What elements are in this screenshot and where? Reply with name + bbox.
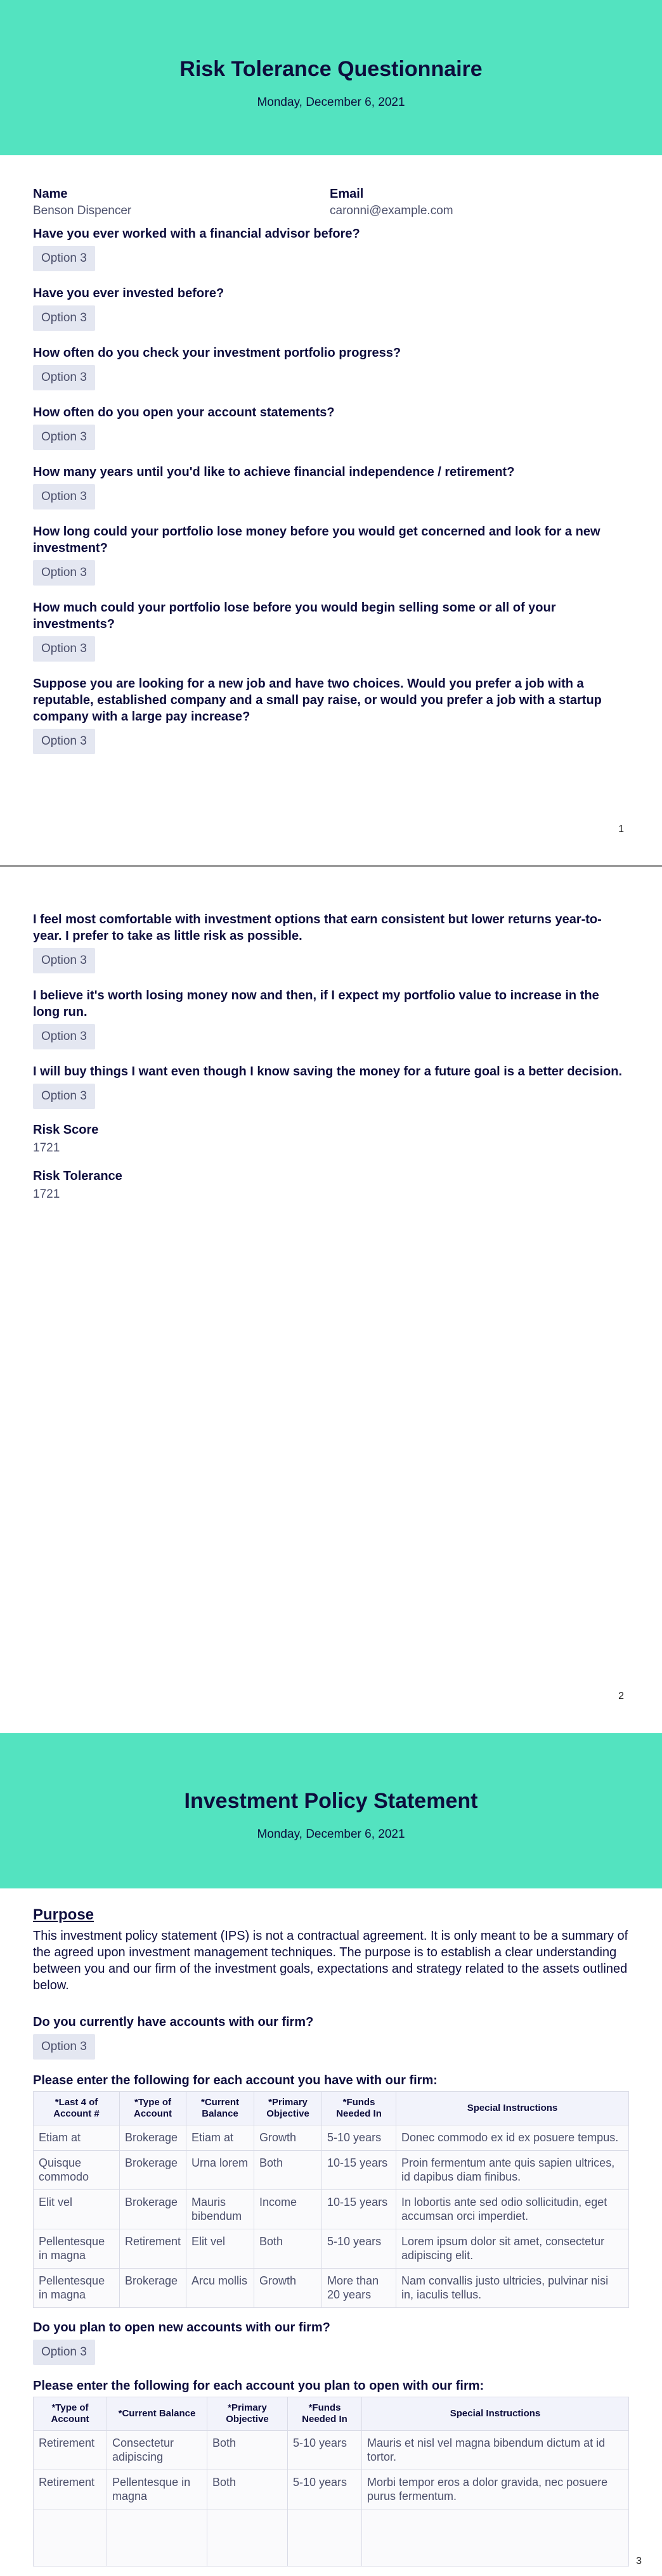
table-cell: Brokerage [120, 2125, 186, 2151]
question-text: I feel most comfortable with investment options that earn consistent but lower returns year-to-year. I prefer to take as little risk as possible. [33, 913, 602, 943]
table-row [34, 2229, 629, 2268]
risk-score-field [33, 1123, 629, 1155]
questions-list [33, 911, 629, 1109]
question-text: Suppose you are looking for a new job and have two choices. Would you prefer a job with a reputable, established company and a small pay raise, or would you prefer a job with a startup company with a large pay increase? [33, 677, 602, 724]
table-cell: In lobortis ante sed odio sollicitudin, eget accumsan orci imperdiet. [396, 2189, 629, 2229]
table-cell: Nam convallis justo ultricies, pulvinar nisi in, iaculis tellus. [396, 2268, 629, 2307]
table-cell: 10-15 years [322, 2189, 396, 2229]
table-row [34, 2470, 629, 2509]
table-cell [362, 2509, 629, 2566]
table-cell: Etiam at [34, 2125, 120, 2151]
ips-title: Investment Policy Statement [184, 1789, 478, 1813]
column-header: *Type of Account [34, 2397, 107, 2430]
page-number: 3 [636, 2556, 642, 2566]
table-cell: 5-10 years [322, 2229, 396, 2268]
question-text: How often do you check your investment portfolio progress? [33, 346, 401, 360]
question-block [33, 523, 629, 586]
answer-pill: Option 3 [33, 484, 95, 509]
planned-accounts-table [33, 2397, 629, 2566]
column-header: *Funds Needed In [322, 2092, 396, 2125]
question-block [33, 404, 629, 450]
table-cell [288, 2509, 362, 2566]
page-number: 2 [618, 1691, 624, 1701]
answer-pill: Option 3 [33, 305, 95, 331]
table1-heading: Please enter the following for each account you have with our firm: [33, 2073, 438, 2087]
table-cell: Morbi tempor eros a dolor gravida, nec posuere purus fermentum. [362, 2470, 629, 2509]
question-block [33, 676, 629, 754]
table-cell: Brokerage [120, 2150, 186, 2189]
question-text: Have you ever invested before? [33, 286, 224, 300]
contact-row [33, 187, 629, 218]
current-accounts-question [33, 2014, 629, 2060]
name-value: Benson Dispencer [33, 204, 132, 217]
question-block [33, 599, 629, 662]
table-row [34, 2150, 629, 2189]
page-number: 1 [618, 824, 624, 835]
table-cell: Elit vel [186, 2229, 254, 2268]
answer-pill: Option 3 [33, 636, 95, 662]
table-row [34, 2430, 629, 2470]
table-cell [107, 2509, 207, 2566]
question-text: Do you plan to open new accounts with our firm? [33, 2320, 330, 2335]
answer-pill: Option 3 [33, 365, 95, 390]
column-header: Special Instructions [362, 2397, 629, 2430]
table-cell: Pellentesque in magna [34, 2268, 120, 2307]
table-cell: Quisque commodo [34, 2150, 120, 2189]
question-block [33, 1063, 629, 1109]
table-cell: Brokerage [120, 2268, 186, 2307]
table-cell: Both [207, 2430, 288, 2470]
risk-score-label: Risk Score [33, 1123, 99, 1137]
question-text: How much could your portfolio lose before you would begin selling some or all of your investments? [33, 601, 556, 631]
column-header: *Primary Objective [207, 2397, 288, 2430]
table-cell: Growth [254, 2125, 322, 2151]
email-value: caronni@example.com [330, 204, 453, 217]
table-cell [207, 2509, 288, 2566]
table-cell: Retirement [34, 2470, 107, 2509]
question-text: I believe it's worth losing money now and then, if I expect my portfolio value to increase in the long run. [33, 989, 599, 1019]
table-cell: 5-10 years [288, 2470, 362, 2509]
answer-pill: Option 3 [33, 2034, 95, 2060]
question-text: How many years until you'd like to achieve financial independence / retirement? [33, 465, 515, 479]
table-cell: Elit vel [34, 2189, 120, 2229]
page-1 [0, 0, 662, 865]
purpose-heading: Purpose [33, 1906, 94, 1923]
email-label: Email [330, 187, 364, 201]
column-header: Special Instructions [396, 2092, 629, 2125]
answer-pill: Option 3 [33, 2340, 95, 2365]
question-block [33, 345, 629, 390]
table-cell: Brokerage [120, 2189, 186, 2229]
questionnaire-title: Risk Tolerance Questionnaire [179, 57, 483, 81]
column-header: *Type of Account [120, 2092, 186, 2125]
purpose-text: This investment policy statement (IPS) is not a contractual agreement. It is only meant to be a summary of the agreed upon investment management techniques. The purpose is to establish a clear understanding between you and our firm of the investment goals, expectations and strategy related to the assets outlined below. [33, 1929, 628, 1992]
table-row [34, 2268, 629, 2307]
risk-tolerance-field [33, 1169, 629, 1201]
new-accounts-question [33, 2319, 629, 2365]
table-cell: Pellentesque in magna [107, 2470, 207, 2509]
question-text: I will buy things I want even though I know saving the money for a future goal is a better decision. [33, 1065, 623, 1079]
risk-tolerance-label: Risk Tolerance [33, 1169, 122, 1183]
table-cell: Both [207, 2470, 288, 2509]
table-cell: Urna lorem [186, 2150, 254, 2189]
table-cell: Etiam at [186, 2125, 254, 2151]
answer-pill: Option 3 [33, 729, 95, 754]
ips-date: Monday, December 6, 2021 [257, 1828, 405, 1841]
question-text: Have you ever worked with a financial advisor before? [33, 227, 360, 241]
answer-pill: Option 3 [33, 1024, 95, 1049]
table-cell: Mauris bibendum [186, 2189, 254, 2229]
risk-score-value: 1721 [33, 1141, 60, 1155]
answer-pill: Option 3 [33, 1084, 95, 1109]
answer-pill: Option 3 [33, 560, 95, 586]
table-cell: Arcu mollis [186, 2268, 254, 2307]
questionnaire-date: Monday, December 6, 2021 [257, 96, 405, 109]
table-cell: Both [254, 2150, 322, 2189]
table2-heading: Please enter the following for each account you plan to open with our firm: [33, 2378, 484, 2393]
name-label: Name [33, 187, 68, 201]
table-row [34, 2189, 629, 2229]
name-field [33, 187, 330, 218]
question-block [33, 464, 629, 509]
table-cell: Retirement [120, 2229, 186, 2268]
table-row [34, 2509, 629, 2566]
table-cell: 5-10 years [288, 2430, 362, 2470]
answer-pill: Option 3 [33, 948, 95, 973]
column-header: *Current Balance [107, 2397, 207, 2430]
risk-tolerance-value: 1721 [33, 1188, 60, 1201]
questions-list [33, 226, 629, 754]
column-header: *Current Balance [186, 2092, 254, 2125]
question-block [33, 987, 629, 1049]
column-header: *Primary Objective [254, 2092, 322, 2125]
table-cell: Pellentesque in magna [34, 2229, 120, 2268]
email-field [330, 187, 453, 218]
table-cell: 5-10 years [322, 2125, 396, 2151]
column-header: *Last 4 of Account # [34, 2092, 120, 2125]
table-cell: Both [254, 2229, 322, 2268]
column-header: *Funds Needed In [288, 2397, 362, 2430]
table-cell: More than 20 years [322, 2268, 396, 2307]
page-2 [0, 867, 662, 1733]
table-cell: Mauris et nisl vel magna bibendum dictum at id tortor. [362, 2430, 629, 2470]
table-cell: Income [254, 2189, 322, 2229]
answer-pill: Option 3 [33, 425, 95, 450]
question-block [33, 285, 629, 331]
question-text: How often do you open your account statements? [33, 406, 335, 420]
question-text: How long could your portfolio lose money before you would get concerned and look for a new investment? [33, 525, 600, 555]
page-3-banner [0, 1733, 662, 1888]
table-cell: Proin fermentum ante quis sapien ultrices, id dapibus diam finibus. [396, 2150, 629, 2189]
question-block [33, 226, 629, 271]
page-3 [0, 1733, 662, 2576]
table-cell: Growth [254, 2268, 322, 2307]
existing-accounts-table [33, 2091, 629, 2308]
table-row [34, 2125, 629, 2151]
table-cell: Donec commodo ex id ex posuere tempus. [396, 2125, 629, 2151]
table-cell: 10-15 years [322, 2150, 396, 2189]
question-block [33, 911, 629, 973]
answer-pill: Option 3 [33, 246, 95, 271]
table-cell: Consectetur adipiscing [107, 2430, 207, 2470]
table-cell: Retirement [34, 2430, 107, 2470]
question-text: Do you currently have accounts with our firm? [33, 2015, 314, 2029]
table-cell [34, 2509, 107, 2566]
page-1-banner [0, 0, 662, 155]
table-cell: Lorem ipsum dolor sit amet, consectetur adipiscing elit. [396, 2229, 629, 2268]
